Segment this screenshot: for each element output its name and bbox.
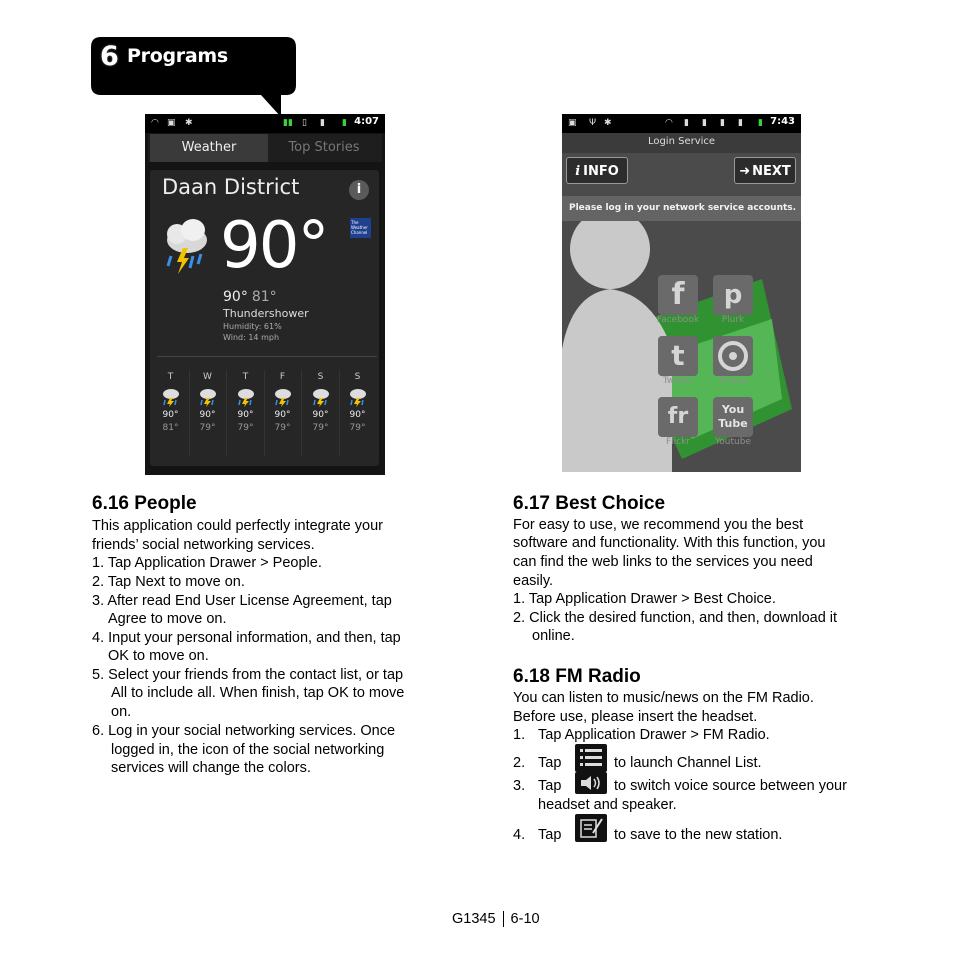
footer-divider <box>503 911 504 927</box>
people-step: 2. Tap Next to move on. <box>92 574 245 590</box>
info-glyph-icon: i <box>575 164 581 179</box>
sim-icon: ▮ <box>684 118 689 128</box>
people-step-cont: OK to move on. <box>108 648 209 664</box>
chapter-title: Programs <box>127 45 228 67</box>
section-heading-people: 6.16 People <box>92 493 197 514</box>
forecast-low: 81° <box>162 423 179 433</box>
thunderstorm-small-icon <box>348 387 368 407</box>
usb-icon: ▣ <box>167 118 176 128</box>
info-button-label: INFO <box>583 164 619 179</box>
wifi-icon: ◠ <box>665 118 673 128</box>
forecast-day-label: T <box>167 372 174 382</box>
forecast-low: 79° <box>349 423 366 433</box>
weather-details <box>223 321 282 343</box>
signal-icon: ▮ <box>720 118 725 128</box>
fm-step-tap: Tap <box>538 827 562 843</box>
model-number: G1345 <box>452 911 496 927</box>
forecast-low: 79° <box>312 423 329 433</box>
arrow-right-icon: ➜ <box>739 164 751 179</box>
data-icon: ▯ <box>302 118 307 128</box>
fm-step-tap: Tap <box>538 778 562 794</box>
tab-weather[interactable]: Weather <box>150 134 268 162</box>
service-label: Youtube <box>715 437 751 447</box>
best-choice-intro: software and functionality. With this function, you <box>513 535 826 551</box>
weather-screenshot <box>145 114 385 475</box>
picasa-glyph-icon <box>713 336 753 376</box>
divider <box>157 356 377 357</box>
status-time: 4:07 <box>354 116 379 127</box>
forecast-low: 79° <box>237 423 254 433</box>
forecast-day <box>302 372 339 433</box>
debug-icon: ✱ <box>604 118 612 128</box>
fm-step-number: 3. <box>513 778 526 794</box>
chapter-number: 6 <box>100 41 119 72</box>
forecast-day-label: S <box>317 372 324 382</box>
login-notice: Please log in your network service accounts. <box>562 196 801 221</box>
fm-step-text: to save to the new station. <box>614 827 783 843</box>
people-step-cont: Agree to move on. <box>108 611 227 627</box>
signal2-icon: ▮ <box>738 118 743 128</box>
service-label: Flickr <box>665 437 691 447</box>
fm-step-number: 4. <box>513 827 526 843</box>
status-time: 7:43 <box>770 116 795 127</box>
page-number: 6-10 <box>510 911 540 927</box>
forecast-high: 90° <box>349 410 366 420</box>
info-icon[interactable]: i <box>349 180 369 200</box>
forecast-day <box>339 372 376 433</box>
people-step: 3. After read End User License Agreement, tap <box>92 593 392 609</box>
next-button[interactable] <box>734 157 796 184</box>
flickr-icon[interactable]: fr <box>658 397 698 437</box>
facebook-icon[interactable]: f <box>658 275 698 315</box>
speaker-icon <box>575 772 607 794</box>
page-footer <box>452 911 540 927</box>
fm-radio-intro: Before use, please insert the headset. <box>513 709 758 725</box>
usb-debug-icon: Ψ <box>589 118 597 128</box>
best-choice-intro: can find the web links to the services you need <box>513 554 813 570</box>
best-choice-step: 1. Tap Application Drawer > Best Choice. <box>513 591 776 607</box>
people-step-cont: logged in, the icon of the social networking <box>111 742 385 758</box>
weather-channel-logo: The Weather Channel <box>350 218 371 238</box>
forecast-day <box>227 372 264 433</box>
save-station-icon <box>575 814 607 842</box>
thunderstorm-small-icon <box>311 387 331 407</box>
people-step: 5. Select your friends from the contact list, or tap <box>92 667 404 683</box>
plurk-icon[interactable]: p <box>713 275 753 315</box>
info-button[interactable] <box>566 157 628 184</box>
people-step: 6. Log in your social networking services. Once <box>92 723 396 739</box>
chapter-badge <box>91 37 296 95</box>
forecast-day-label: F <box>279 372 286 382</box>
thunderstorm-small-icon <box>198 387 218 407</box>
fm-step-text: to switch voice source between your <box>614 778 847 794</box>
tab-top-stories[interactable]: Top Stories <box>288 140 360 155</box>
fm-step-text-cont: headset and speaker. <box>538 797 677 813</box>
forecast-high: 90° <box>312 410 329 420</box>
forecast-high: 90° <box>199 410 216 420</box>
service-label: Twitter <box>662 376 694 386</box>
section-heading-fm-radio: 6.18 FM Radio <box>513 666 641 687</box>
hi-lo <box>223 289 277 305</box>
forecast-day-label: T <box>242 372 249 382</box>
thunderstorm-small-icon <box>161 387 181 407</box>
next-button-label: NEXT <box>752 164 791 179</box>
forecast-day <box>152 372 189 433</box>
fm-step-text: to launch Channel List. <box>614 755 762 771</box>
fm-radio-intro: You can listen to music/news on the FM Radio. <box>513 690 814 706</box>
forecast-day <box>264 372 301 433</box>
best-choice-intro: For easy to use, we recommend you the best <box>513 517 804 533</box>
wind: Wind: 14 mph <box>223 333 280 342</box>
people-step: 4. Input your personal information, and then, tap <box>92 630 401 646</box>
section-heading-best-choice: 6.17 Best Choice <box>513 493 666 514</box>
low-temp: 81° <box>251 289 277 305</box>
humidity: Humidity: 61% <box>223 322 282 331</box>
debug-icon: ✱ <box>185 118 193 128</box>
service-label: Plurk <box>721 315 745 325</box>
forecast-low: 79° <box>199 423 216 433</box>
fm-step-text: Tap Application Drawer > FM Radio. <box>538 727 770 743</box>
youtube-icon[interactable]: You Tube <box>713 397 753 437</box>
best-choice-step: 2. Click the desired function, and then, download it <box>513 610 838 626</box>
fm-step-number: 1. <box>513 727 526 743</box>
fm-step-number: 2. <box>513 755 526 771</box>
signal-icon: ▮▮ <box>283 118 293 128</box>
high-temp: 90° <box>223 289 248 305</box>
wifi-icon: ◠ <box>151 118 159 128</box>
list-icon <box>575 744 607 772</box>
screen-title: Login Service <box>562 133 801 153</box>
current-temperature: 90° <box>220 209 328 283</box>
thunderstorm-small-icon <box>273 387 293 407</box>
forecast-high: 90° <box>162 410 179 420</box>
location-name: Daan District <box>162 175 300 199</box>
people-intro: This application could perfectly integrate your friends’ social networking services. <box>92 518 383 553</box>
forecast-day <box>189 372 226 433</box>
people-step-cont: services will change the colors. <box>111 760 311 776</box>
signal-bars-icon: ▮ <box>320 118 325 128</box>
people-step-cont: All to include all. When finish, tap OK to move <box>111 685 405 701</box>
battery-icon: ▮ <box>758 118 763 128</box>
status-bar <box>145 114 385 133</box>
best-choice-step-cont: online. <box>532 628 575 644</box>
usb-icon: ▣ <box>568 118 577 128</box>
best-choice-intro: easily. <box>513 573 554 589</box>
service-label: Facebook <box>656 315 700 325</box>
service-label: Picasa <box>718 376 748 386</box>
status-bar <box>562 114 801 133</box>
battery-icon: ▮ <box>342 118 347 128</box>
login-service-screenshot <box>562 114 801 472</box>
condition: Thundershower <box>223 307 309 320</box>
thunderstorm-icon <box>163 218 211 276</box>
thunderstorm-small-icon <box>236 387 256 407</box>
people-step: 1. Tap Application Drawer > People. <box>92 555 322 571</box>
fm-step-tap: Tap <box>538 755 562 771</box>
forecast-day-label: S <box>354 372 361 382</box>
forecast-day-label: W <box>203 372 212 382</box>
forecast-high: 90° <box>274 410 291 420</box>
sim2-icon: ▮ <box>702 118 707 128</box>
people-step-cont: on. <box>111 704 132 720</box>
twitter-icon[interactable]: t <box>658 336 698 376</box>
weather-tabs <box>148 134 382 162</box>
forecast-low: 79° <box>274 423 291 433</box>
picasa-icon[interactable] <box>713 336 753 376</box>
forecast-high: 90° <box>237 410 254 420</box>
